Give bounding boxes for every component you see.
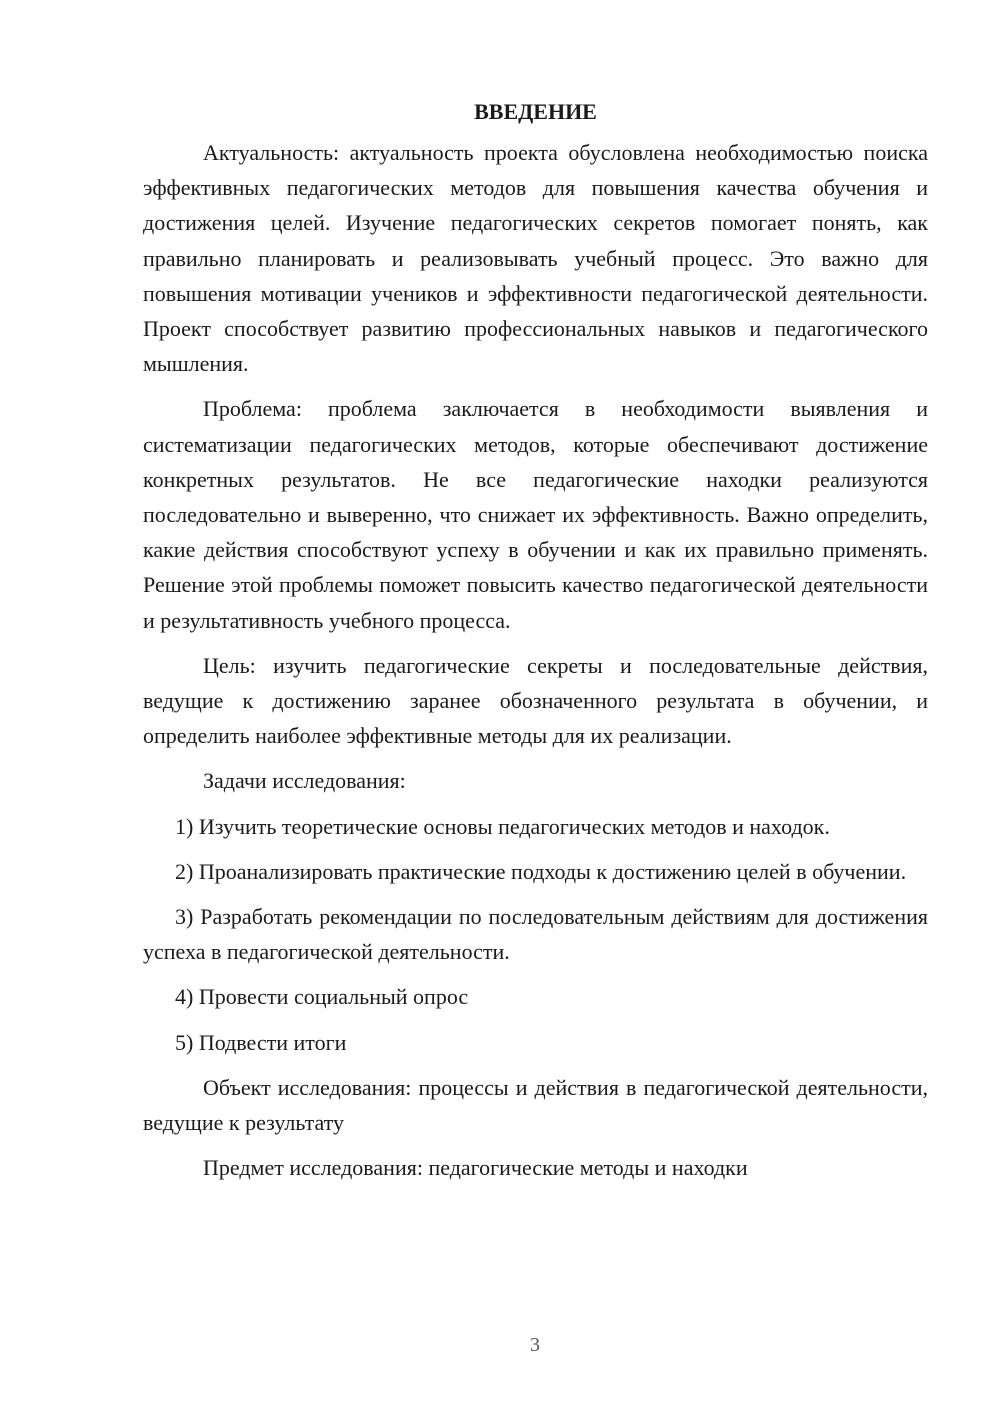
task-item-5: 5) Подвести итоги bbox=[175, 1029, 347, 1055]
relevance-paragraph: Актуальность: актуальность проекта обусловлена необходимостью поиска эффективных педагогических методов для повышения качества обучения и достижения целей. Изучение педагогических секретов помогает понять, как правильно планировать и реализовывать учебный процесс. Это важно для повышения мотивации учеников и эффективности педагогической деятельности. Проект способствует развитию профессиональных навыков и педагогического мышления. bbox=[143, 140, 928, 377]
object-paragraph: Объект исследования: процессы и действия в педагогической деятельности, ведущие к результату bbox=[143, 1074, 928, 1136]
task-item-1: 1) Изучить теоретические основы педагогических методов и находок. bbox=[175, 813, 830, 839]
task-item-3: 3) Разработать рекомендации по последовательным действиям для достижения успеха в педагогической деятельности. bbox=[143, 904, 928, 965]
task-item-2: 2) Проанализировать практические подходы к достижению целей в обучении. bbox=[175, 858, 907, 884]
task-item-4: 4) Провести социальный опрос bbox=[175, 984, 469, 1010]
problem-paragraph: Проблема: проблема заключается в необходимости выявления и систематизации педагогических методов, которые обеспечивают достижение конкретных результатов. Не все педагогические находки реализуются последовательно и выверенно, что снижает их эффективность. Важно определить, какие действия способствуют успеху в обучении и как их правильно применять. Решение этой проблемы поможет повысить качество педагогической деятельности и результативность учебного процесса. bbox=[143, 396, 928, 633]
page-number: 3 bbox=[530, 1334, 540, 1356]
goal-paragraph: Цель: изучить педагогические секреты и последовательные действия, ведущие к достижению заранее обозначенного результата в обучении, и определить наиболее эффективные методы для их реализации. bbox=[143, 652, 928, 749]
page-content bbox=[143, 94, 928, 1195]
section-title: ВВЕДЕНИЕ bbox=[474, 99, 597, 124]
subject-paragraph: Предмет исследования: педагогические методы и находки bbox=[203, 1155, 748, 1181]
tasks-heading: Задачи исследования: bbox=[203, 768, 406, 794]
